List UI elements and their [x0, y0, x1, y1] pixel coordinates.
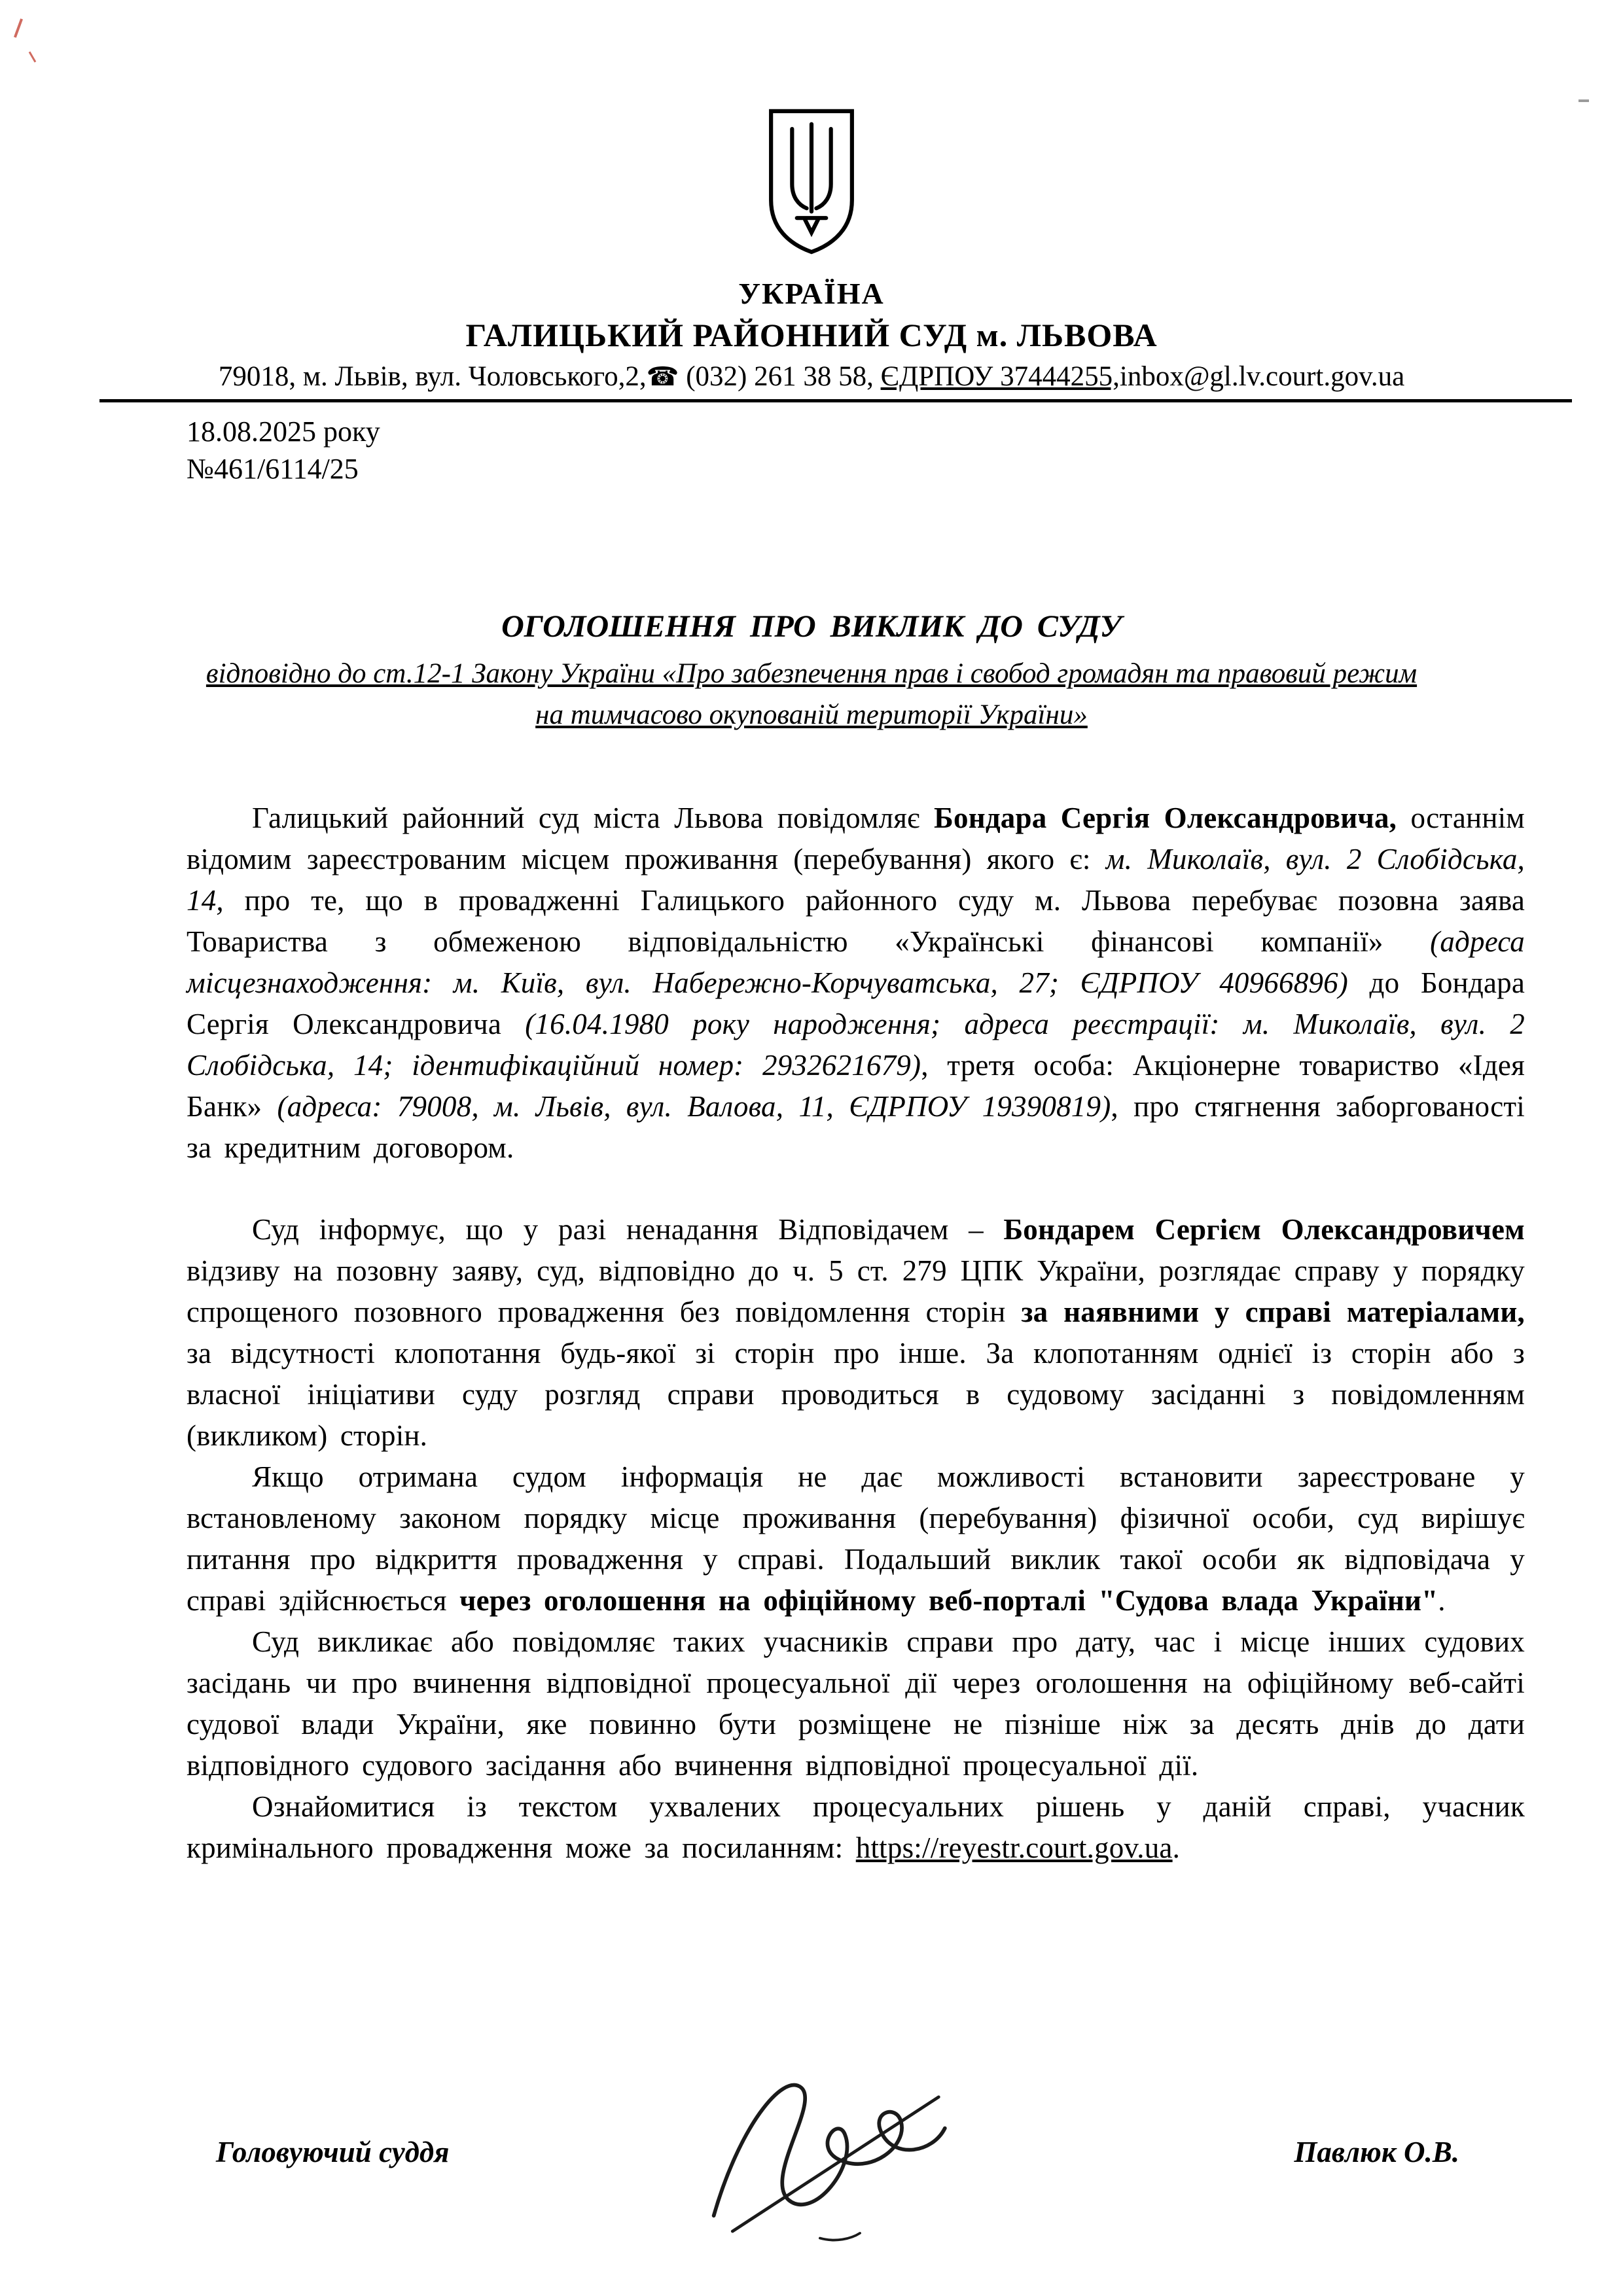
reference-block [187, 413, 1623, 487]
text-run: Бондара Сергія Олександровича, [934, 802, 1397, 835]
text-run: відзиву на позовну заяву, суд, відповідно до ч. 5 ст. 279 ЦПК України, розглядає справу у порядку спрощеного позовного провадження без повідомлення сторін [187, 1254, 1525, 1329]
text-run: про те, що в провадженні Галицького районного суду м. Львова перебуває позовна заява Товариства з обмеженою відповідальністю «Українські фінансові компанії» [187, 884, 1525, 959]
paragraph-4 [187, 1621, 1525, 1786]
text-run: Суд викликає або повідомляє таких учасників справи про дату, час і місце інших судових засідань чи про вчинення відповідної процесуальної дії через оголошення на офіційному веб-сайті судової влади України, яке повинно бути розміщене не пізніше ніж за десять днів до дати відповідного судового засідання або вчинення відповідної процесуальної дії. [187, 1625, 1525, 1782]
case-number: №461/6114/25 [187, 453, 359, 486]
court-email: inbox@gl.lv.court.gov.ua [1119, 361, 1405, 392]
court-name: ГАЛИЦЬКИЙ РАЙОННИЙ СУД м. ЛЬВОВА [465, 317, 1158, 353]
text-run: (адреса: 79008, м. Львів, вул. Валова, 11, ЄДРПОУ 19390819) [277, 1090, 1111, 1123]
court-address [0, 361, 1623, 393]
letterhead [0, 0, 1623, 393]
text-run: (16.04.1980 року народження; адреса реєстрації: м. Миколаїв, вул. 2 Слобідська, 14; ідентифікаційний номер: 2932621679) [187, 1008, 1525, 1082]
text-run: . [1172, 1831, 1181, 1865]
text-run: останнім відомим зареєстрованим місцем проживання (перебування) якого є: [187, 802, 1525, 876]
document-body [187, 798, 1525, 1869]
text-run: Якщо отримана судом інформація не дає можливості встановити зареєстроване у встановленому законом порядку місце проживання (перебування) фізичної особи, суд вирішує питання про відкриття провадження у справі. Подальший виклик такої особи як відповідача у справі здійснюється [187, 1460, 1525, 1617]
paragraph-2 [187, 1209, 1525, 1457]
signature-icon [695, 2052, 970, 2252]
reyestr-link[interactable]: https://reyestr.court.gov.ua [855, 1831, 1173, 1865]
signature-block [216, 2052, 1459, 2252]
text-run: Бондарем Сергієм Олександровичем [1003, 1213, 1525, 1246]
phone-icon: ☎ [646, 362, 679, 391]
judge-title: Головуючий суддя [216, 2135, 450, 2168]
edrpou-code: ЄДРПОУ 37444255, [880, 361, 1120, 392]
coat-of-arms-icon [0, 105, 1623, 262]
text-run: (032) 261 38 58, [679, 361, 881, 392]
text-run: Суд інформує, що у разі ненадання Відповідачем – [252, 1213, 1004, 1246]
text-run: Ознайомитися із текстом ухвалених процесуальних рішень у даній справі, учасник кримінального провадження може за посиланням: [187, 1790, 1525, 1865]
paragraph-1 [187, 798, 1525, 1169]
text-run: за відсутності клопотання будь-якої зі сторін про інше. За клопотанням однієї із сторін або з власної ініціативи суду розгляд справи проводиться в судовому засіданні з повідомленням (викликом) сторін. [187, 1337, 1525, 1453]
judge-name: Павлюк О.В. [1294, 2135, 1459, 2168]
paragraph-5 [187, 1786, 1525, 1869]
paragraph-3 [187, 1457, 1525, 1621]
text-run: за наявними у справі матеріалами, [1021, 1296, 1525, 1329]
text-run: Галицький районний суд міста Львова повідомляє [252, 802, 935, 835]
title-subtitle-line2: на тимчасово окупованій території України» [535, 699, 1088, 730]
text-run: до Бондара Сергія Олександровича [187, 966, 1525, 1041]
title-subtitle-line1: відповідно до ст.12-1 Закону України «Про забезпечення прав і свобод громадян та правовий режим [205, 658, 1418, 690]
text-run: м. Миколаїв, вул. 2 Слобідська, 14, [187, 843, 1525, 917]
text-run: , про стягнення заборгованості за кредитним договором. [187, 1090, 1525, 1165]
header-divider [99, 399, 1572, 402]
text-run: через оголошення на офіційному веб-порталі "Судова влада України" [459, 1584, 1438, 1617]
document-title: ОГОЛОШЕННЯ ПРО ВИКЛИК ДО СУДУ [501, 609, 1122, 645]
title-block [0, 609, 1623, 735]
country-name: УКРАЇНА [738, 277, 885, 310]
text-run: 79018, м. Львів, вул. Чоловського,2, [218, 361, 647, 392]
text-run: . [1438, 1584, 1446, 1617]
scan-artifact [1578, 99, 1589, 102]
text-run: , третя особа: Акціонерне товариство «Ідея Банк» [187, 1049, 1525, 1123]
text-run: (адреса місцезнаходження: м. Київ, вул. Набережно-Корчуватська, 27; ЄДРПОУ 40966896) [187, 925, 1525, 1000]
document-date: 18.08.2025 року [187, 415, 380, 448]
